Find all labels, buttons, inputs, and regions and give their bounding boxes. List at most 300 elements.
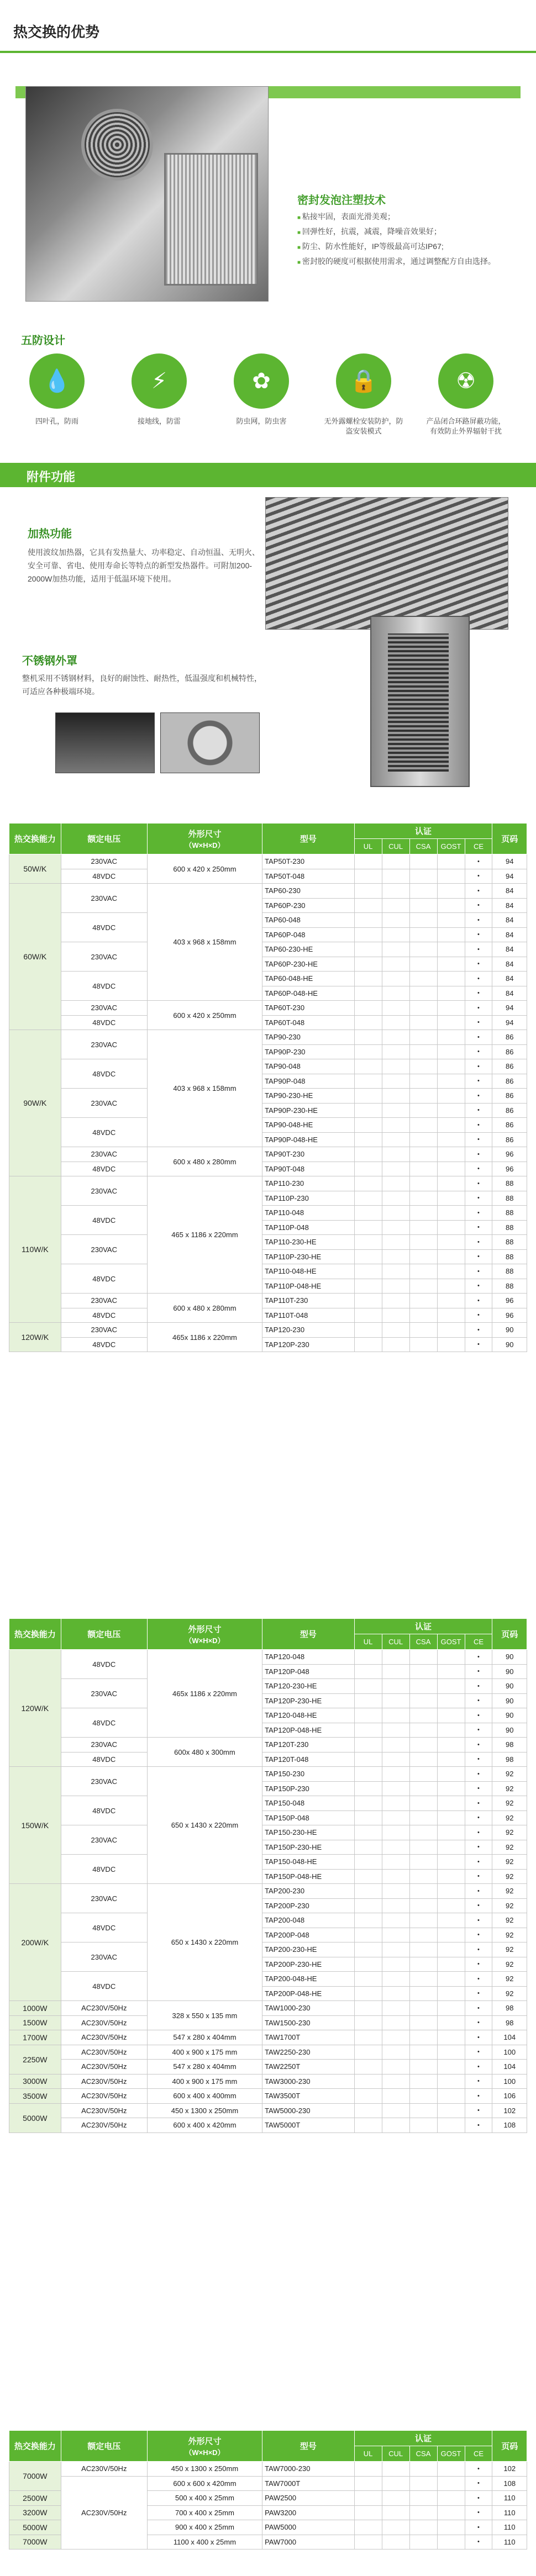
table-row (9, 1855, 527, 1870)
cell-voltage: AC230V/50Hz (61, 2476, 147, 2549)
table-row (9, 2476, 527, 2491)
cell-cert (354, 1001, 382, 1016)
cell-cert (437, 1147, 465, 1162)
cell-cert-ce: • (465, 1162, 492, 1176)
header-capacity: 热交换能力 (9, 824, 61, 854)
header-voltage: 额定电压 (61, 2431, 147, 2462)
cell-capacity: 7000W (9, 2462, 61, 2491)
cell-cert (382, 2476, 409, 2491)
cell-cert (382, 1825, 409, 1840)
cell-voltage: 48VDC (61, 1162, 147, 1176)
cell-page: 90 (492, 1693, 527, 1708)
cell-cert (382, 1118, 409, 1133)
cell-model: TAP50T-048 (262, 869, 355, 884)
cell-cert-ce: • (465, 1664, 492, 1679)
cell-cert (409, 1884, 437, 1899)
cell-cert-ce: • (465, 1323, 492, 1338)
cell-cert (437, 957, 465, 972)
cell-cert (409, 2103, 437, 2118)
cell-size: 1100 x 400 x 25mm (147, 2535, 262, 2549)
cell-cert-ce: • (465, 1796, 492, 1811)
cell-page: 94 (492, 1001, 527, 1016)
cell-cert (437, 1279, 465, 1294)
cell-capacity: 150W/K (9, 1767, 61, 1884)
cell-model: TAW5000-230 (262, 2103, 355, 2118)
cell-capacity: 50W/K (9, 854, 61, 884)
cell-cert (409, 1810, 437, 1825)
cell-cert (354, 854, 382, 869)
cell-page: 90 (492, 1708, 527, 1723)
cell-page: 92 (492, 1884, 527, 1899)
cell-cert (354, 1118, 382, 1133)
cell-page: 92 (492, 1869, 527, 1884)
cell-page: 88 (492, 1176, 527, 1191)
cell-page: 84 (492, 913, 527, 928)
cell-cert (409, 2089, 437, 2104)
cell-cert (354, 2030, 382, 2045)
cell-model: TAP90P-230 (262, 1044, 355, 1059)
cell-page: 86 (492, 1089, 527, 1104)
header-cert-cul: CUL (382, 2446, 409, 2462)
cell-cert-ce: • (465, 898, 492, 913)
spec-table-3 (9, 2430, 527, 2549)
cell-cert (409, 2015, 437, 2030)
cell-capacity: 110W/K (9, 1176, 61, 1323)
cell-cert (354, 869, 382, 884)
cell-cert (354, 972, 382, 986)
cell-model: TAP110T-230 (262, 1294, 355, 1308)
header-size (147, 1619, 262, 1650)
steel-title: 不锈钢外罩 (22, 655, 77, 667)
cell-voltage: 230VAC (61, 1089, 147, 1118)
cell-cert (382, 1723, 409, 1738)
cell-cert (437, 1708, 465, 1723)
cell-page: 86 (492, 1103, 527, 1118)
cell-cert-ce: • (465, 2015, 492, 2030)
cell-cert (437, 1044, 465, 1059)
cell-cert (382, 1337, 409, 1352)
cell-cert (409, 972, 437, 986)
cell-cert (382, 957, 409, 972)
cell-cert (437, 1001, 465, 1016)
table-header-row (9, 824, 527, 839)
cell-cert (409, 1294, 437, 1308)
cell-cert (409, 869, 437, 884)
cell-cert (354, 1650, 382, 1665)
cell-cert (354, 1708, 382, 1723)
cell-cert-ce: • (465, 2074, 492, 2089)
header-model: 型号 (262, 2431, 355, 2462)
cell-cert-ce: • (465, 869, 492, 884)
cell-capacity: 7000W (9, 2535, 61, 2549)
cell-cert (409, 1220, 437, 1235)
cell-cert (382, 2462, 409, 2477)
cell-cert (409, 1308, 437, 1323)
cell-voltage: AC230V/50Hz (61, 2015, 147, 2030)
cell-cert (437, 1030, 465, 1045)
cell-voltage: AC230V/50Hz (61, 2001, 147, 2016)
cell-capacity: 120W/K (9, 1323, 61, 1352)
cell-model: TAP120T-230 (262, 1738, 355, 1752)
cell-cert (437, 1810, 465, 1825)
spec-table-2 (9, 1618, 527, 2133)
header-cert-cul: CUL (382, 1634, 409, 1650)
cell-page: 106 (492, 2089, 527, 2104)
table-row (9, 1752, 527, 1767)
cell-cert (437, 1176, 465, 1191)
steel-fan-image (160, 712, 260, 773)
cell-cert (409, 2001, 437, 2016)
cell-model: TAP120T-048 (262, 1752, 355, 1767)
cell-cert-ce: • (465, 1206, 492, 1221)
cell-cert (409, 1840, 437, 1855)
cell-cert (382, 2491, 409, 2506)
cell-cert (437, 1264, 465, 1279)
header-cert-gost: GOST (437, 2446, 465, 2462)
cell-cert (382, 1220, 409, 1235)
cell-cert (354, 1235, 382, 1250)
cell-cert (382, 1308, 409, 1323)
cell-voltage: AC230V/50Hz (61, 2030, 147, 2045)
bug-icon: ✿ (234, 353, 289, 409)
cell-size: 600 x 480 x 280mm (147, 1147, 262, 1176)
cell-cert-ce: • (465, 1235, 492, 1250)
cell-page: 110 (492, 2535, 527, 2549)
cell-cert (437, 2015, 465, 2030)
cell-cert-ce: • (465, 1693, 492, 1708)
cell-cert (409, 1723, 437, 1738)
cell-cert (354, 957, 382, 972)
cell-voltage: 230VAC (61, 1294, 147, 1308)
cell-page: 92 (492, 1810, 527, 1825)
header-cert: 认证 (354, 2431, 492, 2446)
cell-model: TAP120-230-HE (262, 1679, 355, 1694)
cell-cert-ce: • (465, 2103, 492, 2118)
cell-page: 86 (492, 1118, 527, 1133)
cell-cert (437, 1942, 465, 1957)
cell-cert (354, 2089, 382, 2104)
cell-cert (409, 2462, 437, 2477)
cell-size: 650 x 1430 x 220mm (147, 1767, 262, 1884)
cell-cert (409, 1898, 437, 1913)
cell-cert (354, 1767, 382, 1782)
cell-model: TAW3000-230 (262, 2074, 355, 2089)
cell-size: 900 x 400 x 25mm (147, 2520, 262, 2535)
cell-page: 92 (492, 1913, 527, 1928)
cell-cert (437, 1972, 465, 1987)
cell-model: TAP110P-048-HE (262, 1279, 355, 1294)
feature-item: ■ 防尘、防水性能好，IP等级最高可达IP67; (297, 240, 518, 255)
cell-capacity: 200W/K (9, 1884, 61, 2001)
table-row (9, 972, 527, 986)
cell-cert (354, 2535, 382, 2549)
cell-cert (409, 1264, 437, 1279)
feature-item: ■ 粘接牢固，表面光滑美观； (297, 210, 518, 225)
cell-cert (382, 1767, 409, 1782)
cell-size: 328 x 550 x 135 mm (147, 2001, 262, 2030)
table-header-row (9, 2431, 527, 2446)
cell-voltage: 230VAC (61, 1679, 147, 1708)
cell-model: TAW7000T (262, 2476, 355, 2491)
cell-cert (382, 1074, 409, 1089)
cell-model: TAP90P-230-HE (262, 1103, 355, 1118)
cell-voltage: 48VDC (61, 869, 147, 884)
table-row (9, 2001, 527, 2016)
cell-cert (382, 869, 409, 884)
heater-image (265, 497, 508, 630)
cell-cert (437, 1738, 465, 1752)
cell-page: 90 (492, 1323, 527, 1338)
cell-cert (437, 1898, 465, 1913)
table-row (9, 1001, 527, 1016)
cell-page: 94 (492, 854, 527, 869)
header-cert-csa: CSA (409, 2446, 437, 2462)
cell-cert-ce: • (465, 942, 492, 957)
feature-list (297, 210, 518, 270)
cell-page: 92 (492, 1898, 527, 1913)
cell-capacity: 1700W (9, 2030, 61, 2045)
cell-page: 88 (492, 1220, 527, 1235)
cell-voltage: 48VDC (61, 1059, 147, 1089)
cell-cert (382, 1147, 409, 1162)
cell-cert-ce: • (465, 1650, 492, 1665)
cell-page: 104 (492, 2060, 527, 2074)
cell-cert-ce: • (465, 1308, 492, 1323)
cell-page: 110 (492, 2520, 527, 2535)
cell-capacity: 60W/K (9, 884, 61, 1030)
cell-cert (409, 1132, 437, 1147)
cell-cert (382, 1279, 409, 1294)
cell-cert-ce: • (465, 913, 492, 928)
cell-model: TAP120P-230-HE (262, 1693, 355, 1708)
cell-capacity: 90W/K (9, 1030, 61, 1176)
cell-cert-ce: • (465, 2520, 492, 2535)
five-defense-section (15, 331, 521, 458)
cell-cert (437, 986, 465, 1001)
cell-cert (409, 1650, 437, 1665)
cell-cert (354, 1279, 382, 1294)
cell-model: TAP110P-230-HE (262, 1249, 355, 1264)
cell-cert (354, 1074, 382, 1089)
table-row (9, 1264, 527, 1279)
cell-cert (409, 2505, 437, 2520)
table-row (9, 2462, 527, 2477)
cell-cert-ce: • (465, 2001, 492, 2016)
cell-cert (409, 1986, 437, 2001)
cell-voltage: 230VAC (61, 1942, 147, 1972)
cell-cert (409, 1869, 437, 1884)
cell-cert-ce: • (465, 1074, 492, 1089)
cell-cert (437, 1103, 465, 1118)
cell-cert (354, 2060, 382, 2074)
cell-page: 92 (492, 1840, 527, 1855)
header-size-sub: （W×H×D） (185, 1636, 225, 1645)
cell-voltage: 230VAC (61, 1825, 147, 1855)
cell-voltage: 48VDC (61, 1855, 147, 1884)
cell-voltage: AC230V/50Hz (61, 2089, 147, 2104)
header-cert-ul: UL (354, 2446, 382, 2462)
cell-cert (437, 1781, 465, 1796)
cell-model: TAP150P-230-HE (262, 1840, 355, 1855)
cell-cert (409, 1089, 437, 1104)
cell-voltage: 48VDC (61, 1118, 147, 1147)
cell-page: 90 (492, 1679, 527, 1694)
cell-cert (437, 1679, 465, 1694)
cell-cert (382, 1928, 409, 1942)
lightning-icon: ⚡ (132, 353, 187, 409)
cell-voltage: 48VDC (61, 1308, 147, 1323)
radiation-icon: ☢ (438, 353, 493, 409)
header-size-label: 外形尺寸 (188, 829, 222, 839)
table-row (9, 869, 527, 884)
cell-cert (382, 1840, 409, 1855)
cell-cert (354, 2015, 382, 2030)
cell-cert (409, 1118, 437, 1133)
cell-model: PAW7000 (262, 2535, 355, 2549)
cell-capacity: 1500W (9, 2015, 61, 2030)
header-size-label: 外形尺寸 (188, 2436, 222, 2446)
cell-cert (354, 1249, 382, 1264)
cell-cert (382, 2001, 409, 2016)
header-size-label: 外形尺寸 (188, 1624, 222, 1634)
cell-cert (437, 1825, 465, 1840)
cell-page: 92 (492, 1781, 527, 1796)
cell-cert (409, 1030, 437, 1045)
cell-cert (437, 1752, 465, 1767)
cell-model: TAW2250T (262, 2060, 355, 2074)
cell-cert (354, 2505, 382, 2520)
cell-model: TAP60P-048 (262, 927, 355, 942)
cell-page: 92 (492, 1986, 527, 2001)
cell-cert-ce: • (465, 1884, 492, 1899)
cell-cert-ce: • (465, 1015, 492, 1030)
cell-size: 600 x 400 x 420mm (147, 2118, 262, 2133)
cell-voltage: 230VAC (61, 1738, 147, 1752)
defense-item: ⚡ 接地线，防雷 (118, 353, 201, 426)
cell-cert-ce: • (465, 1752, 492, 1767)
cell-cert (409, 1942, 437, 1957)
header-size (147, 824, 262, 854)
cell-model: TAP150-048 (262, 1796, 355, 1811)
cell-page: 110 (492, 2491, 527, 2506)
cell-model: TAW1000-230 (262, 2001, 355, 2016)
cell-cert (382, 986, 409, 1001)
cell-size: 403 x 968 x 158mm (147, 1030, 262, 1147)
header-cert-csa: CSA (409, 1634, 437, 1650)
cell-cert (437, 2060, 465, 2074)
cell-page: 92 (492, 1796, 527, 1811)
cell-cert-ce: • (465, 2462, 492, 2477)
cell-cert (409, 1928, 437, 1942)
cell-cert (382, 1942, 409, 1957)
cell-cert (382, 913, 409, 928)
cell-cert (382, 1986, 409, 2001)
cell-cert (354, 1825, 382, 1840)
cell-cert (382, 1957, 409, 1972)
cell-voltage: AC230V/50Hz (61, 2060, 147, 2074)
cell-voltage: 230VAC (61, 942, 147, 972)
cell-cert (437, 2476, 465, 2491)
cell-page: 110 (492, 2505, 527, 2520)
cell-cert (354, 1869, 382, 1884)
cell-cert (354, 1294, 382, 1308)
cell-cert (382, 2103, 409, 2118)
cell-cert (382, 1884, 409, 1899)
accessories-header: 附件功能 (0, 463, 536, 487)
cell-cert-ce: • (465, 1147, 492, 1162)
cell-cert (409, 1752, 437, 1767)
cell-cert (409, 898, 437, 913)
cell-cert (409, 1825, 437, 1840)
cell-cert (382, 1059, 409, 1074)
cell-cert (437, 854, 465, 869)
cell-cert (382, 1869, 409, 1884)
cell-cert (409, 2074, 437, 2089)
cell-cert (409, 2118, 437, 2133)
cell-capacity: 3500W (9, 2089, 61, 2104)
table-row (9, 1059, 527, 1074)
cell-cert-ce: • (465, 1337, 492, 1352)
cell-cert (409, 1767, 437, 1782)
cell-voltage: AC230V/50Hz (61, 2103, 147, 2118)
header-cert-csa: CSA (409, 839, 437, 854)
cell-cert (409, 1337, 437, 1352)
cell-voltage: 48VDC (61, 1015, 147, 1030)
cell-cert-ce: • (465, 1118, 492, 1133)
cell-cert (437, 1235, 465, 1250)
cell-cert (382, 1972, 409, 1987)
cell-cert (437, 2491, 465, 2506)
cell-cert (354, 1972, 382, 1987)
cell-cert (409, 1206, 437, 1221)
cell-cert (437, 1650, 465, 1665)
cell-voltage: 230VAC (61, 1884, 147, 1913)
cell-model: TAP150-230 (262, 1767, 355, 1782)
cell-model: TAP60-048-HE (262, 972, 355, 986)
cell-model: TAP110-048-HE (262, 1264, 355, 1279)
cell-page: 96 (492, 1294, 527, 1308)
cell-model: TAP120-230 (262, 1323, 355, 1338)
cell-model: TAP90-230 (262, 1030, 355, 1045)
cell-cert (437, 869, 465, 884)
cell-model: TAP200-230 (262, 1884, 355, 1899)
table-row (9, 2103, 527, 2118)
cell-cert-ce: • (465, 1913, 492, 1928)
cell-cert (437, 2001, 465, 2016)
cell-cert-ce: • (465, 1132, 492, 1147)
cell-cert (437, 1220, 465, 1235)
table-row (9, 1162, 527, 1176)
cell-cert (382, 2060, 409, 2074)
header-page: 页码 (492, 2431, 527, 2462)
cell-voltage: 230VAC (61, 1176, 147, 1206)
cell-model: TAP110-230-HE (262, 1235, 355, 1250)
cell-cert (354, 1147, 382, 1162)
cell-voltage: 230VAC (61, 1001, 147, 1016)
water-drop-icon: 💧 (29, 353, 85, 409)
table-row (9, 1118, 527, 1133)
defense-item: 🔒 无外露螺栓安装防护，防盗安装模式 (322, 353, 405, 436)
header-cert-cul: CUL (382, 839, 409, 854)
cell-size: 600 x 420 x 250mm (147, 1001, 262, 1030)
table-row (9, 1308, 527, 1323)
header-model: 型号 (262, 824, 355, 854)
cell-voltage: 230VAC (61, 884, 147, 913)
cell-cert (382, 1015, 409, 1030)
cell-page: 88 (492, 1191, 527, 1206)
cell-model: TAP110-048 (262, 1206, 355, 1221)
cell-cert (354, 1015, 382, 1030)
